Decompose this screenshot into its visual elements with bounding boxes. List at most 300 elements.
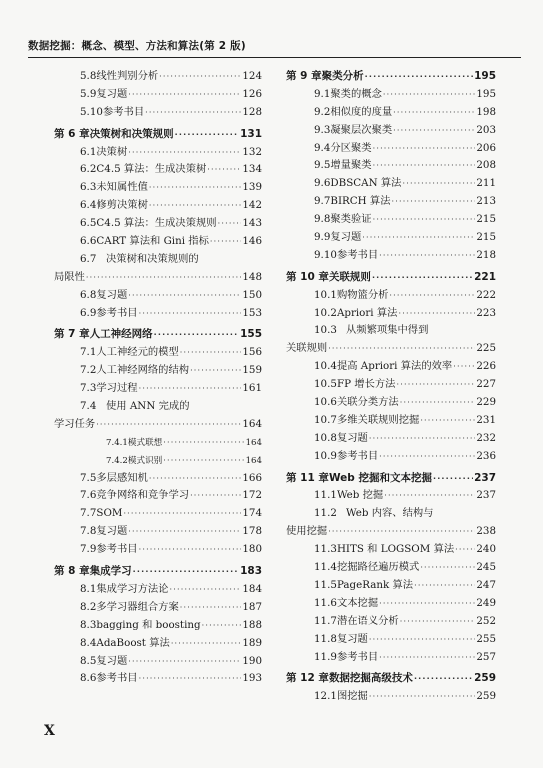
toc-section-entry [286, 122, 496, 140]
toc-entry-number: 10.4 [314, 360, 337, 373]
toc-entry-title: 挖掘路径遍历模式 [336, 561, 420, 574]
toc-entry-title: HITS 和 LOGSOM 算法 [336, 543, 455, 556]
toc-entry-title: SOM [96, 507, 123, 520]
toc-leader-dots [128, 523, 241, 541]
toc-leader-dots [383, 86, 475, 104]
toc-entry-page: 259 [476, 690, 496, 703]
toc-leader-dots [369, 430, 476, 448]
toc-entry-number: 7.4 [80, 400, 97, 413]
toc-entry-number: 9.5 [314, 159, 331, 172]
toc-entry-title: 学习任务 [54, 417, 96, 430]
toc-entry-page: 164 [245, 455, 262, 466]
toc-leader-dots [362, 229, 475, 247]
toc-entry-number: 6.9 [80, 306, 97, 319]
toc-section-entry [54, 416, 262, 434]
toc-entry-title: 关联规则 [286, 342, 328, 355]
toc-entry-title: 复习题 [336, 431, 368, 444]
toc-entry-page: 180 [242, 543, 262, 556]
toc-entry-number: 11.7 [314, 614, 337, 627]
toc-section-entry [286, 505, 496, 523]
toc-entry-page: 187 [242, 600, 262, 613]
toc-entry-page: 232 [476, 431, 496, 444]
toc-section-entry [54, 215, 262, 233]
toc-leader-dots [420, 412, 475, 430]
toc-entry-number: 11.6 [314, 596, 337, 609]
toc-section-entry [54, 269, 262, 287]
toc-section-entry [286, 412, 496, 430]
toc-section-entry [286, 211, 496, 229]
toc-section-entry [286, 577, 496, 595]
toc-leader-dots [393, 122, 475, 140]
toc-leader-dots [128, 86, 241, 104]
toc-entry-page: 132 [242, 145, 262, 158]
toc-leader-dots [379, 247, 475, 265]
toc-entry-number: 8.5 [80, 654, 97, 667]
toc-entry-page: 195 [476, 87, 496, 100]
toc-leader-dots [180, 599, 242, 617]
toc-leader-dots [373, 140, 476, 158]
toc-entry-page: 174 [242, 507, 262, 520]
toc-leader-dots [128, 144, 241, 162]
toc-entry-number: 11.5 [314, 578, 337, 591]
toc-section-entry [54, 86, 262, 104]
toc-entry-number: 7.8 [80, 525, 97, 538]
toc-section-entry [54, 581, 262, 599]
toc-entry-page: 143 [242, 217, 262, 230]
toc-entry-number: 9.9 [314, 231, 331, 244]
toc-entry-title: 参考书目 [336, 248, 379, 261]
toc-entry-number: 7.7 [80, 507, 97, 520]
toc-entry-number: 10.6 [314, 396, 337, 409]
toc-entry-page: 221 [474, 270, 496, 283]
toc-leader-dots [210, 233, 241, 251]
toc-entry-title: 图挖掘 [336, 690, 368, 703]
toc-leader-dots [373, 211, 476, 229]
toc-entry-number: 第 7 章 [54, 328, 90, 341]
toc-leader-dots [180, 344, 242, 362]
toc-entry-number: 10.2 [314, 306, 337, 319]
toc-entry-page: 252 [476, 614, 496, 627]
toc-entry-page: 142 [242, 199, 262, 212]
toc-entry-number: 12.1 [314, 690, 337, 703]
toc-entry-page: 164 [245, 437, 262, 448]
toc-entry-number: 9.2 [314, 105, 331, 118]
toc-leader-dots [393, 104, 475, 122]
toc-entry-page: 188 [242, 618, 262, 631]
toc-section-entry [54, 487, 262, 505]
toc-section-entry [286, 229, 496, 247]
toc-entry-number: 10.5 [314, 378, 337, 391]
toc-entry-page: 146 [242, 235, 262, 248]
toc-leader-dots [190, 362, 241, 380]
toc-section-entry [286, 340, 496, 358]
toc-entry-page: 208 [476, 159, 496, 172]
toc-entry-title: CART 算法和 Gini 指标 [96, 235, 209, 248]
toc-entry-number: 第 12 章 [286, 672, 329, 685]
toc-entry-title: 人工神经元的模型 [96, 346, 179, 359]
toc-section-entry [54, 104, 262, 122]
toc-leader-dots [145, 104, 241, 122]
toc-entry-page: 150 [242, 288, 262, 301]
toc-leader-dots [123, 505, 241, 523]
toc-entry-title: 数据挖掘高级技术 [328, 672, 413, 685]
toc-entry-title: C4.5 算法：生成决策规则 [96, 217, 217, 230]
toc-entry-page: 249 [476, 596, 496, 609]
toc-entry-number: 6.8 [80, 288, 97, 301]
toc-entry-page: 222 [476, 288, 496, 301]
toc-section-entry [286, 487, 496, 505]
toc-entry-title: 参考书目 [96, 543, 138, 556]
toc-entry-page: 156 [242, 346, 262, 359]
toc-leader-dots [128, 653, 241, 671]
toc-section-entry [54, 398, 262, 416]
toc-entry-title: 复习题 [96, 288, 128, 301]
toc-leader-dots [86, 269, 241, 287]
toc-entry-page: 237 [476, 489, 496, 502]
toc-entry-number: 第 8 章 [54, 565, 90, 578]
toc-section-entry [54, 197, 262, 215]
toc-section-entry [286, 541, 496, 559]
toc-section-entry [54, 599, 262, 617]
toc-section-entry [286, 448, 496, 466]
toc-section-entry [54, 452, 262, 470]
toc-entry-title: bagging 和 boosting [96, 618, 201, 631]
toc-entry-number: 7.9 [80, 543, 97, 556]
toc-chapter-entry [286, 269, 496, 287]
toc-entry-title: 竞争网络和竞争学习 [96, 489, 190, 502]
toc-section-entry [286, 358, 496, 376]
toc-entry-title: Web 挖掘和文本挖掘 [328, 471, 432, 484]
toc-entry-title: FP 增长方法 [336, 378, 396, 391]
toc-entry-number: 5.10 [80, 105, 103, 118]
toc-entry-page: 259 [474, 672, 496, 685]
toc-entry-title: 关联分类方法 [336, 396, 399, 409]
toc-leader-dots [369, 631, 476, 649]
toc-entry-number: 6.6 [80, 235, 97, 248]
toc-entry-title: 局限性 [54, 270, 85, 283]
toc-right-column [286, 68, 496, 706]
toc-leader-dots [163, 452, 244, 470]
toc-entry-title: PageRank 算法 [336, 578, 414, 591]
toc-entry-title: 凝聚层次聚类 [330, 123, 393, 136]
toc-entry-page: 184 [242, 582, 262, 595]
toc-entry-title: 复习题 [96, 654, 128, 667]
toc-entry-page: 237 [474, 471, 496, 484]
toc-entry-number: 10.1 [314, 288, 337, 301]
toc-entry-page: 155 [240, 328, 262, 341]
toc-leader-dots [392, 193, 476, 211]
toc-section-entry [54, 617, 262, 635]
toc-entry-title: 使用挖掘 [286, 525, 328, 538]
toc-entry-title: 多层感知机 [96, 471, 148, 484]
toc-section-entry [286, 613, 496, 631]
toc-entry-page: 229 [476, 396, 496, 409]
toc-entry-title: Apriori 算法 [336, 306, 398, 319]
toc-entry-page: 124 [242, 70, 262, 82]
toc-leader-dots [453, 358, 475, 376]
toc-entry-title: 线性判别分析 [96, 70, 159, 82]
toc-entry-page: 215 [476, 213, 496, 226]
toc-section-entry [286, 305, 496, 323]
toc-entry-title: C4.5 算法：生成决策树 [96, 163, 207, 176]
toc-leader-dots [190, 487, 241, 505]
toc-leader-dots [379, 448, 475, 466]
toc-section-entry [54, 362, 262, 380]
toc-entry-number: 7.5 [80, 471, 97, 484]
toc-entry-title: 从频繁项集中得到 [346, 324, 429, 337]
toc-section-entry [54, 233, 262, 251]
toc-leader-dots [400, 394, 476, 412]
toc-entry-title: 未知属性值 [96, 181, 148, 194]
toc-entry-page: 247 [476, 578, 496, 591]
toc-entry-page: 231 [476, 413, 496, 426]
toc-entry-title: 决策树 [96, 145, 128, 158]
toc-section-entry [286, 595, 496, 613]
toc-leader-dots [379, 649, 475, 667]
toc-entry-page: 213 [476, 195, 496, 208]
toc-section-entry [54, 434, 262, 452]
toc-entry-page: 218 [476, 248, 496, 261]
toc-leader-dots [207, 161, 241, 179]
header-rule [28, 57, 521, 58]
toc-entry-page: 257 [476, 650, 496, 663]
toc-section-entry [54, 670, 262, 688]
toc-entry-title: 参考书目 [336, 449, 379, 462]
toc-entry-title: 参考书目 [336, 650, 379, 663]
toc-entry-number: 10.7 [314, 413, 337, 426]
toc-leader-dots [149, 197, 241, 215]
toc-leader-dots [400, 613, 476, 631]
toc-entry-title: 提高 Apriori 算法的效率 [336, 360, 453, 373]
toc-entry-title: 决策树和决策规则 [89, 127, 174, 140]
toc-leader-dots [328, 340, 475, 358]
toc-entry-number: 7.4.2 [106, 455, 128, 466]
toc-entry-number: 11.1 [314, 489, 337, 502]
toc-leader-dots [149, 470, 241, 488]
toc-leader-dots [414, 577, 475, 595]
toc-entry-number: 8.4 [80, 636, 97, 649]
toc-leader-dots [414, 670, 473, 688]
toc-entry-title: 多维关联规则挖掘 [336, 413, 420, 426]
toc-entry-number: 8.6 [80, 672, 97, 685]
toc-entry-title: 模式联想 [127, 437, 163, 448]
toc-leader-dots [389, 287, 475, 305]
toc-section-entry [286, 649, 496, 667]
toc-leader-dots [96, 416, 241, 434]
running-header: 数据挖掘：概念、模型、方法和算法(第 2 版) [28, 40, 246, 52]
toc-entry-number: 8.2 [80, 600, 97, 613]
toc-entry-page: 128 [242, 105, 262, 118]
toc-entry-page: 166 [242, 471, 262, 484]
toc-entry-page: 193 [242, 672, 262, 685]
toc-section-entry [286, 688, 496, 706]
toc-entry-number: 第 6 章 [54, 127, 90, 140]
toc-leader-dots [149, 179, 241, 197]
toc-entry-page: 126 [242, 87, 262, 100]
toc-entry-page: 159 [242, 364, 262, 377]
toc-leader-dots [139, 305, 242, 323]
toc-entry-title: 决策树和决策规则的 [106, 252, 199, 265]
toc-section-entry [286, 104, 496, 122]
toc-leader-dots [139, 541, 242, 559]
toc-entry-number: 10.3 [314, 324, 337, 337]
toc-leader-dots [175, 126, 239, 144]
toc-section-entry [286, 376, 496, 394]
toc-entry-number: 5.9 [80, 87, 97, 100]
toc-section-entry [54, 635, 262, 653]
toc-entry-title: 复习题 [330, 231, 362, 244]
toc-entry-title: AdaBoost 算法 [96, 636, 170, 649]
toc-entry-title: 分区聚类 [330, 141, 372, 154]
toc-entry-page: 203 [476, 123, 496, 136]
toc-entry-title: 复习题 [336, 632, 368, 645]
toc-section-entry [54, 380, 262, 398]
toc-leader-dots [133, 563, 239, 581]
toc-entry-title: 潜在语义分析 [336, 614, 399, 627]
toc-leader-dots [420, 559, 475, 577]
toc-section-entry [54, 68, 262, 86]
toc-section-entry [286, 287, 496, 305]
toc-section-entry [286, 559, 496, 577]
toc-entry-number: 第 9 章 [286, 70, 322, 82]
toc-chapter-entry [286, 470, 496, 488]
toc-leader-dots [379, 595, 475, 613]
toc-entry-page: 223 [476, 306, 496, 319]
toc-entry-title: BIRCH 算法 [330, 195, 391, 208]
toc-chapter-entry [286, 670, 496, 688]
toc-entry-page: 245 [476, 561, 496, 574]
toc-entry-number: 8.3 [80, 618, 97, 631]
toc-entry-number: 11.4 [314, 561, 337, 574]
toc-entry-number: 8.1 [80, 582, 97, 595]
toc-entry-page: 153 [242, 306, 262, 319]
toc-entry-number: 9.8 [314, 213, 331, 226]
toc-section-entry [54, 161, 262, 179]
toc-entry-page: 255 [476, 632, 496, 645]
toc-entry-number: 9.4 [314, 141, 331, 154]
toc-leader-dots [396, 376, 475, 394]
toc-entry-title: 购物篮分析 [336, 288, 389, 301]
toc-section-entry [54, 179, 262, 197]
toc-entry-page: 131 [240, 127, 262, 140]
toc-section-entry [54, 505, 262, 523]
toc-entry-title: 参考书目 [102, 105, 145, 118]
toc-entry-page: 148 [242, 270, 262, 283]
toc-leader-dots [372, 269, 473, 287]
toc-entry-title: 聚类分析 [321, 70, 364, 82]
toc-entry-page: 164 [242, 417, 262, 430]
toc-entry-title: 人工神经网络 [89, 328, 153, 341]
toc-section-entry [286, 157, 496, 175]
toc-section-entry [286, 394, 496, 412]
toc-entry-title: 多学习器组合方案 [96, 600, 179, 613]
toc-entry-title: 使用 ANN 完成的 [106, 400, 190, 413]
toc-left-column [54, 68, 262, 688]
toc-section-entry [286, 631, 496, 649]
toc-entry-title: 复习题 [96, 525, 128, 538]
toc-entry-page: 139 [242, 181, 262, 194]
toc-leader-dots [365, 68, 473, 86]
toc-entry-title: 修剪决策树 [96, 199, 148, 212]
toc-entry-page: 206 [476, 141, 496, 154]
toc-entry-number: 7.4.1 [106, 437, 128, 448]
toc-entry-number: 9.3 [314, 123, 331, 136]
toc-entry-page: 211 [476, 177, 496, 190]
toc-entry-title: Web 挖掘 [336, 489, 384, 502]
toc-entry-title: 参考书目 [96, 306, 138, 319]
toc-entry-page: 183 [240, 565, 262, 578]
toc-entry-title: DBSCAN 算法 [330, 177, 402, 190]
toc-entry-page: 134 [242, 163, 262, 176]
toc-entry-number: 11.9 [314, 650, 337, 663]
toc-chapter-entry [286, 68, 496, 86]
toc-entry-number: 6.2 [80, 163, 97, 176]
toc-entry-number: 11.8 [314, 632, 337, 645]
toc-section-entry [286, 247, 496, 265]
toc-entry-page: 236 [476, 449, 496, 462]
toc-entry-title: 聚类的概念 [330, 87, 382, 100]
toc-leader-dots [373, 157, 476, 175]
toc-entry-page: 190 [242, 654, 262, 667]
toc-entry-number: 5.8 [80, 70, 97, 82]
toc-entry-page: 198 [476, 105, 496, 118]
toc-leader-dots [369, 688, 476, 706]
toc-entry-page: 172 [242, 489, 262, 502]
toc-entry-number: 6.3 [80, 181, 97, 194]
toc-leader-dots [328, 523, 475, 541]
toc-section-entry [54, 144, 262, 162]
toc-entry-number: 6.7 [80, 252, 97, 265]
toc-entry-page: 189 [242, 636, 262, 649]
toc-section-entry [54, 287, 262, 305]
toc-entry-number: 第 10 章 [286, 270, 329, 283]
toc-chapter-entry [54, 563, 262, 581]
toc-entry-title: Web 内容、结构与 [346, 507, 434, 520]
toc-leader-dots [159, 68, 241, 86]
toc-section-entry [54, 541, 262, 559]
toc-section-entry [54, 523, 262, 541]
toc-section-entry [286, 86, 496, 104]
toc-entry-page: 227 [476, 378, 496, 391]
toc-entry-title: 集成学习 [89, 565, 132, 578]
toc-entry-title: 学习过程 [96, 382, 138, 395]
toc-entry-number: 6.5 [80, 217, 97, 230]
toc-entry-page: 195 [474, 70, 496, 82]
toc-entry-number: 7.1 [80, 346, 97, 359]
toc-entry-number: 9.1 [314, 87, 331, 100]
toc-leader-dots [169, 581, 241, 599]
toc-leader-dots [384, 487, 475, 505]
toc-section-entry [286, 523, 496, 541]
toc-entry-title: 相似度的度量 [330, 105, 393, 118]
toc-leader-dots [139, 670, 242, 688]
toc-leader-dots [171, 635, 242, 653]
toc-entry-number: 11.3 [314, 543, 337, 556]
toc-entry-number: 9.7 [314, 195, 331, 208]
toc-entry-title: 集成学习方法论 [96, 582, 169, 595]
toc-section-entry [286, 140, 496, 158]
toc-entry-number: 11.2 [314, 507, 337, 520]
toc-section-entry [54, 251, 262, 269]
toc-leader-dots [398, 305, 475, 323]
toc-chapter-entry [54, 126, 262, 144]
toc-entry-title: 关联规则 [328, 270, 371, 283]
toc-leader-dots [128, 287, 241, 305]
toc-entry-number: 9.6 [314, 177, 331, 190]
toc-leader-dots [218, 215, 242, 233]
toc-entry-number: 6.4 [80, 199, 97, 212]
toc-entry-number: 第 11 章 [286, 471, 329, 484]
